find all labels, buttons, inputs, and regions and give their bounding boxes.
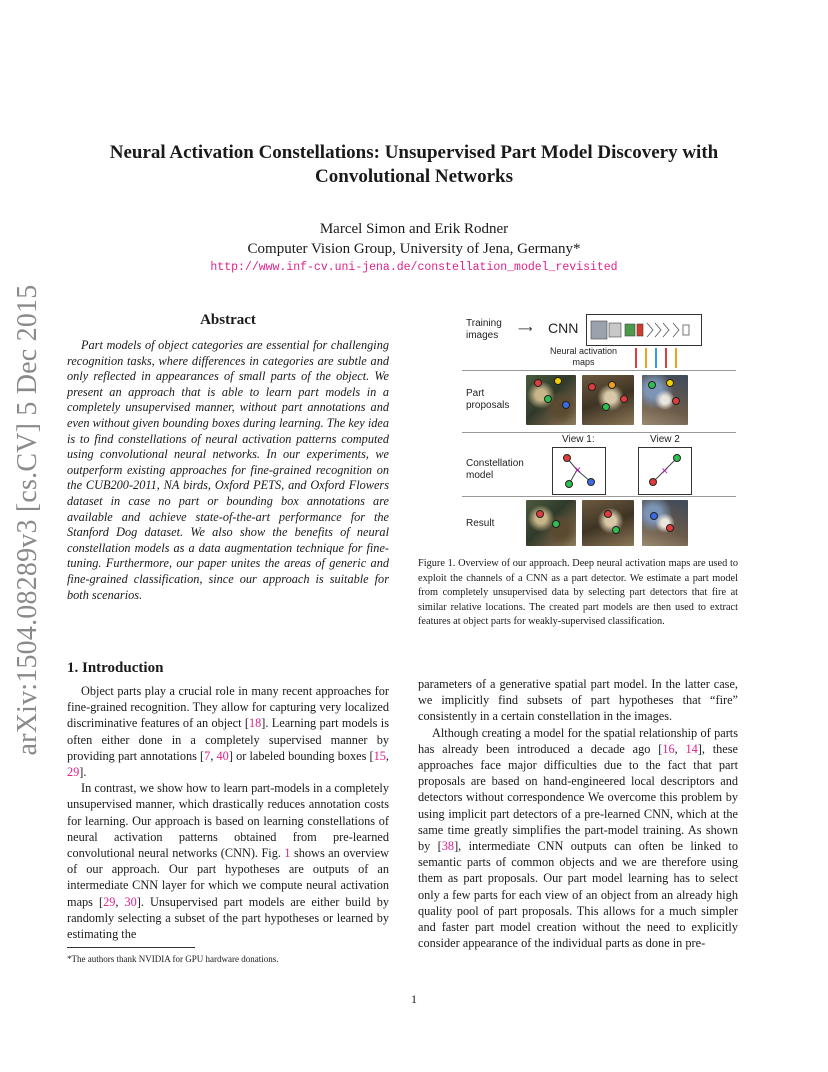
figure-caption: Figure 1. Overview of our approach. Deep neural activation maps are used to exploit the channels of a CNN as a part detector. We estimate a part model from completely unsupervised data by selecting part detectors that fire at similar relative locations. The created part models are then used to extract features at object parts for weakly-supervised classification. xyxy=(418,558,738,627)
abstract-heading: Abstract xyxy=(200,312,256,328)
title-line-2: Convolutional Networks xyxy=(315,166,513,187)
svg-text:✕: ✕ xyxy=(661,466,669,476)
proposal-image-1 xyxy=(526,375,576,425)
cnn-label: CNN xyxy=(548,320,579,336)
authors: Marcel Simon and Erik Rodner xyxy=(319,221,509,237)
cnn-diagram xyxy=(586,314,702,346)
figure-link[interactable]: 1 xyxy=(284,846,291,861)
constellation-graph-icon xyxy=(553,448,605,494)
intro-paragraph-1: Object parts play a crucial role in many recent approaches for fine-grained recognition. They allow for capturing very localized discriminative features of an object [18]. Learning part models is often either done in a completely supervised manner by providing part annotations [7, 40] or labeled bounding boxes [15, 29]. xyxy=(67,684,389,780)
training-images-label: Training images xyxy=(466,318,502,341)
footnote-rule xyxy=(67,947,195,948)
constellation-model-label: Constellation model xyxy=(466,458,524,481)
author-block xyxy=(60,219,768,259)
svg-text:✕: ✕ xyxy=(574,465,582,475)
constellation-view-2 xyxy=(638,447,692,495)
section-heading: 1. Introduction xyxy=(67,660,164,676)
paper-title xyxy=(60,141,768,189)
activation-arrows-icon xyxy=(632,346,686,372)
affiliation: Computer Vision Group, University of Jena, Germany* xyxy=(247,241,581,257)
activation-maps-label: Neural activation maps xyxy=(550,346,618,367)
result-image-2 xyxy=(582,500,634,546)
citation-link[interactable]: 15 xyxy=(373,748,386,763)
citation-link[interactable]: 7 xyxy=(204,748,211,763)
citation-link[interactable]: 29 xyxy=(103,894,116,909)
citation-link[interactable]: 18 xyxy=(248,716,262,731)
constellation-view-1 xyxy=(552,447,606,495)
proposal-image-3 xyxy=(642,375,688,425)
arrow-icon: ⟶ xyxy=(518,324,533,335)
intro-paragraph-3: parameters of a generative spatial part model. In the latter case, we implicitly find subsets of part hypotheses that “fire” consistently in a certain constellation in the images. xyxy=(418,677,738,724)
view-2-label: View 2 xyxy=(650,434,680,445)
part-proposals-label: Part proposals xyxy=(466,388,510,411)
footnote: *The authors thank NVIDIA for GPU hardware donations. xyxy=(67,954,279,964)
title-line-1: Neural Activation Constellations: Unsupervised Part Model Discovery with xyxy=(109,142,719,163)
intro-paragraph-2: In contrast, we show how to learn part-models in a completely unsupervised manner, which drastically reduces annotation costs for learning. Our approach is based on learning constellations of neural activation patterns obtained from pre-learned convolutional neural networks (CNN). Fig. 1 shows an overview of our approach. Our part hypotheses are outputs of an intermediate CNN layer for which we compute neural activation maps [29, 30]. Unsupervised part models are either build by randomly selecting a subset of the part hypotheses or learned by estimating the xyxy=(67,781,389,942)
arxiv-stamp xyxy=(6,284,50,756)
left-column xyxy=(67,683,389,942)
abstract-text: Part models of object categories are essential for challenging recognition tasks, where differences in categories are subtle and only reflected in appearances of small parts of the object. We present an approach that is able to learn part models in a completely unsupervised manner, without part annotations and even without given bounding boxes during learning. The key idea is to find constellations of neural activation patterns computed using convolutional neural networks. In our experiments, we outperform existing approaches for fine-grained recognition on the CUB200-2011, NA birds, Oxford PETS, and Oxford Flowers dataset in case no part or bounding box annotations are available and achieve state-of-the-art performance for the Stanford Dog dataset. We also show the benefits of neural constellation models as a data augmentation technique for fine-tuning. Furthermore, our paper unites the areas of generic and fine-grained classification, since our approach is suitable for both scenarios. xyxy=(67,338,389,602)
figure-1 xyxy=(462,310,738,550)
result-image-3 xyxy=(642,500,688,546)
arxiv-id: arXiv:1504.08289v3 [cs.CV] 5 Dec 2015 xyxy=(12,284,43,756)
citation-link[interactable]: 38 xyxy=(441,839,455,854)
intro-paragraph-4: Although creating a model for the spatial relationship of parts has already been introduced a decade ago [16, 14], these approaches face major difficulties due to the fact that part proposals are based on hand-engineered local descriptors and detectors without correspondence We overcome this problem by using implicit part detectors of a pre-learned CNN, which at the same time greatly simplifies the part-model training. As shown by [38], intermediate CNN outputs can often be linked to semantic parts of common objects and we are therefore using them as part proposals. Our part model learning has to select only a few parts for each view of an object from an already high quality pool of part proposals. This allows for a much simpler and faster part model creation without the need to explicitly consider appearance of the individual parts as done in pre- xyxy=(418,725,738,951)
proposal-image-2 xyxy=(582,375,634,425)
citation-link[interactable]: 14 xyxy=(685,741,698,756)
citation-link[interactable]: 16 xyxy=(662,741,675,756)
result-image-1 xyxy=(526,500,576,546)
citation-link[interactable]: 29 xyxy=(67,765,80,780)
cnn-layers-icon xyxy=(587,315,701,345)
result-label: Result xyxy=(466,518,495,529)
view-1-label: View 1: xyxy=(562,434,595,445)
right-column xyxy=(418,676,738,951)
project-url[interactable]: http://www.inf-cv.uni-jena.de/constellation_model_revisited xyxy=(210,261,618,274)
constellation-graph-icon xyxy=(639,448,691,494)
citation-link[interactable]: 30 xyxy=(124,894,137,909)
citation-link[interactable]: 40 xyxy=(216,748,229,763)
page-number: 1 xyxy=(411,992,417,1006)
